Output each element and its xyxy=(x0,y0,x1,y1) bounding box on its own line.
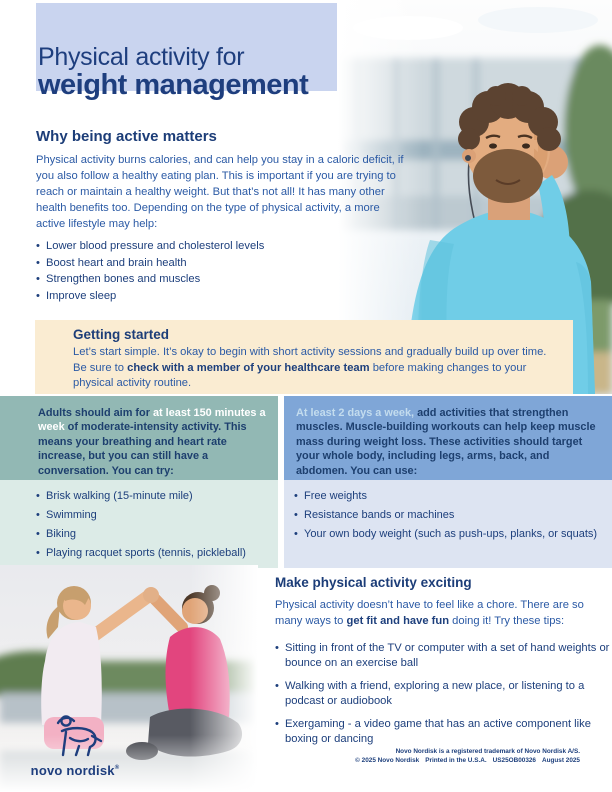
list-item: • Boost heart and brain health xyxy=(36,258,426,270)
strength-activity-box xyxy=(284,396,612,480)
strength-examples-panel xyxy=(284,480,612,568)
list-item: • Exergaming - a video game that has an active component like boxing or dancing xyxy=(275,717,611,746)
list-item: • Improve sleep xyxy=(36,291,426,303)
aerobic-activity-text xyxy=(38,406,266,478)
exciting-para-after: doing it! Try these tips: xyxy=(449,614,565,627)
aerobic-rest: of moderate-intensity activity. This means your breathing and heart rate increase, but you can still have a conversation. You can try: xyxy=(38,421,247,477)
getting-started-callout xyxy=(35,320,573,394)
list-item: • Your own body weight (such as push-ups, planks, or squats) xyxy=(294,528,606,540)
logo-text: novo nordisk xyxy=(30,763,115,778)
exciting-para-before: Physical activity doesn’t have to feel like a chore. There are so many ways to xyxy=(275,599,584,627)
exciting-para-bold: get fit and have fun xyxy=(346,614,450,627)
apis-bull-icon xyxy=(45,714,105,758)
why-section-paragraph: Physical activity burns calories, and can help you stay in a caloric deficit, if you also follow a healthy eating plan. This is important if you are trying to reach or maintain a healthy weight. But that’s not all! It has many other health benefits too. Depending on the type of physical activity, a more active lifestyle may help: xyxy=(36,154,404,230)
strength-activity-text xyxy=(296,406,598,478)
novo-nordisk-wordmark xyxy=(30,763,120,776)
getting-started-heading: Getting started xyxy=(73,327,170,342)
page-title-line2: weight management xyxy=(38,69,309,101)
getting-started-text xyxy=(73,345,549,392)
printed-text: Printed in the U.S.A. xyxy=(425,757,487,764)
registered-mark: ® xyxy=(114,765,120,771)
aerobic-examples-list xyxy=(36,490,270,559)
page-title-line1: Physical activity for xyxy=(38,43,245,71)
exciting-tips-list xyxy=(275,641,611,755)
exciting-section-paragraph xyxy=(275,598,607,629)
aerobic-examples-panel xyxy=(0,480,278,568)
getting-started-text-before: Let’s start simple. It’s okay to begin with short activity sessions and gradually build up over time. Be sure to xyxy=(73,346,547,374)
exciting-section-heading: Make physical activity exciting xyxy=(275,575,472,590)
aerobic-highlight: at least 150 minutes a week xyxy=(38,407,266,434)
novo-nordisk-logo xyxy=(30,714,120,776)
aerobic-lead: Adults should aim for xyxy=(38,407,153,419)
list-item: • Playing racquet sports (tennis, pickleball) xyxy=(36,547,270,559)
list-item: • Resistance bands or machines xyxy=(294,509,606,521)
aerobic-activity-box xyxy=(0,396,278,480)
list-item: • Strengthen bones and muscles xyxy=(36,274,426,286)
strength-highlight: At least 2 days a week, xyxy=(296,407,415,419)
trademark-line: Novo Nordisk is a registered trademark of Novo Nordisk A/S. xyxy=(395,748,580,755)
legal-footer xyxy=(330,747,580,765)
list-item: • Biking xyxy=(36,528,270,540)
strength-examples-list xyxy=(294,490,606,540)
copyright-line xyxy=(330,756,580,765)
list-item: • Free weights xyxy=(294,490,606,502)
copyright-text: © 2025 Novo Nordisk xyxy=(355,757,420,764)
why-section-heading: Why being active matters xyxy=(36,128,217,145)
list-item: • Brisk walking (15-minute mile) xyxy=(36,490,270,502)
getting-started-text-after: before making changes to your physical activity routine. xyxy=(73,361,527,389)
strength-rest: add activities that strengthen muscles. Muscle-building workouts can help keep muscle mass during weight loss. These activities should target your whole body, including legs, arms, back, and abdomen. You can use: xyxy=(296,407,596,477)
getting-started-text-bold: check with a member of your healthcare team xyxy=(127,361,370,374)
list-item: • Swimming xyxy=(36,509,270,521)
list-item: • Lower blood pressure and cholesterol levels xyxy=(36,241,426,253)
why-benefits-list xyxy=(36,241,426,307)
list-item: • Sitting in front of the TV or computer with a set of hand weights or bounce on an exercise ball xyxy=(275,641,611,670)
list-item: • Walking with a friend, exploring a new place, or listening to a podcast or audiobook xyxy=(275,679,611,708)
document-code: US25OB00326 xyxy=(492,757,536,764)
date-text: August 2025 xyxy=(541,757,580,764)
